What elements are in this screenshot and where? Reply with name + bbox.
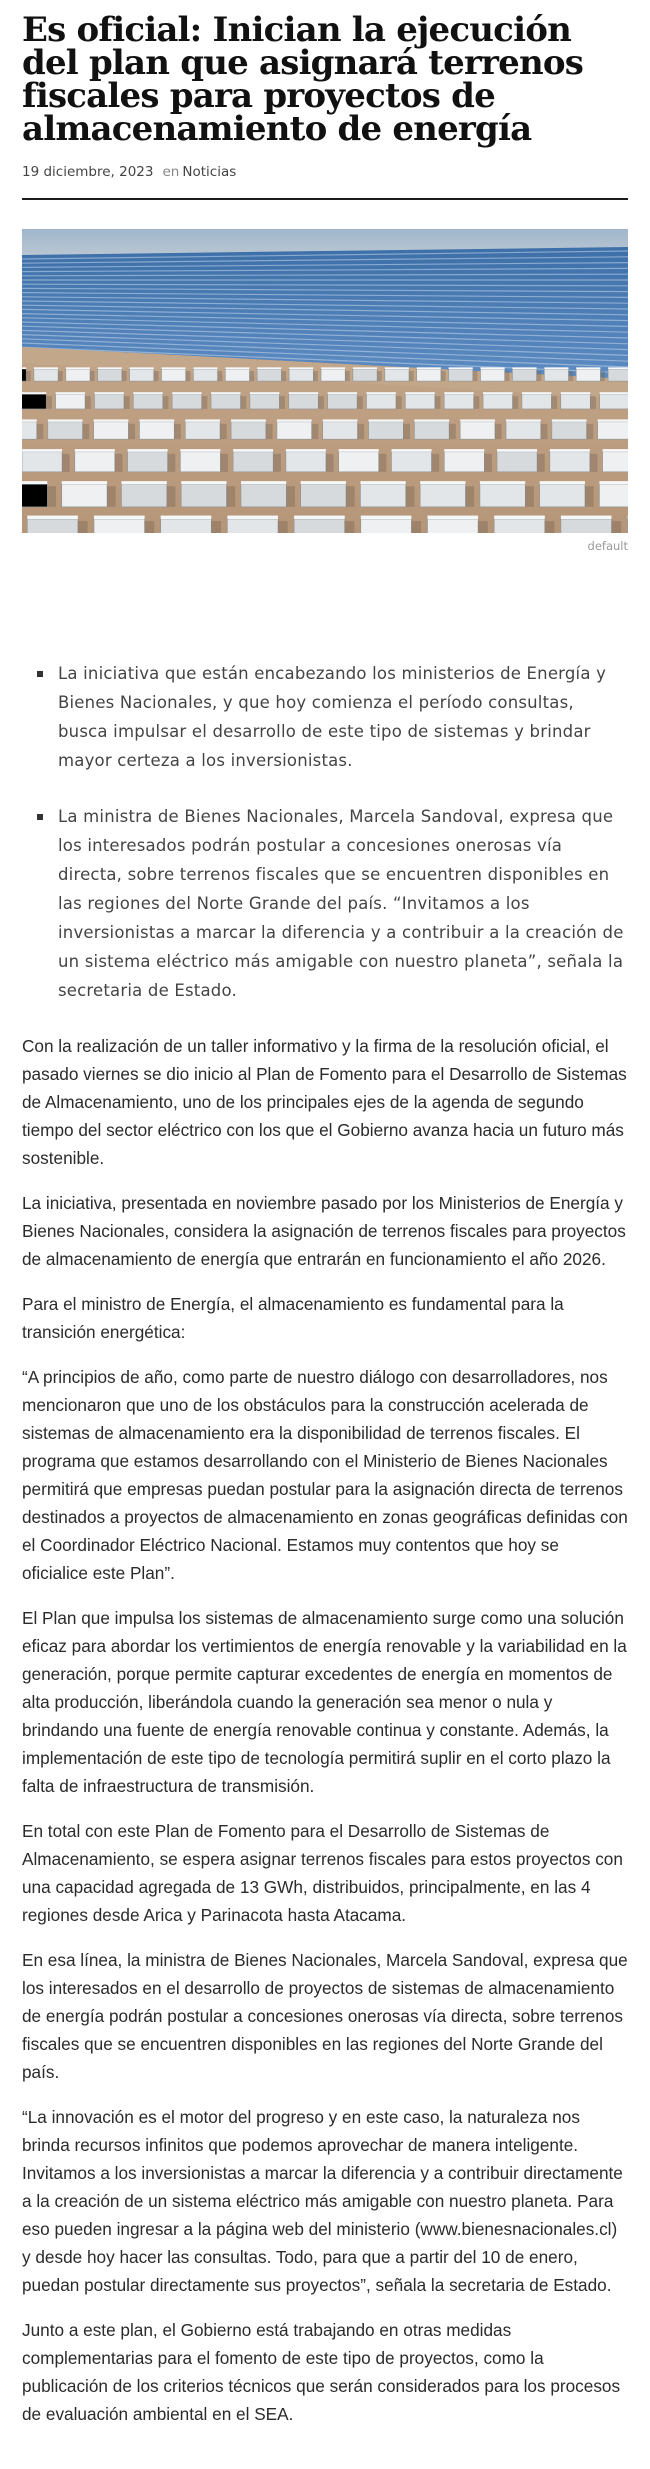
title-divider xyxy=(22,198,628,200)
article-body xyxy=(22,1032,628,2428)
category-prefix: en xyxy=(162,164,180,180)
article-meta xyxy=(22,164,628,182)
hero-image-illustration xyxy=(22,229,628,533)
highlight-text: La ministra de Bienes Nacionales, Marcela Sandoval, expresa que los interesados podrán postular a concesiones onerosas vía directa, sobre terrenos fiscales que se encuentren disponibles en las regiones del Norte Grande del país. “Invitamos a los inversionistas a marcar la diferencia y a contribuir a la creación de un sistema eléctrico más amigable con nuestro planeta”, señala la secretaria de Estado. xyxy=(58,807,624,1000)
highlight-text: La iniciativa que están encabezando los ministerios de Energía y Bienes Nacionales, y que hoy comienza el período consultas, busca impulsar el desarrollo de este tipo de sistemas y brindar mayor certeza a los inversionistas. xyxy=(58,664,607,770)
quote-paragraph: “La innovación es el motor del progreso y en este caso, la naturaleza nos brinda recursos infinitos que podemos aprovechar de manera inteligente. Invitamos a los inversionistas a marcar la diferencia y a contribuir directamente a la creación de un sistema eléctrico más amigable con nuestro planeta. Para eso pueden ingresar a la página web del ministerio (www.bienesnacionales.cl) y desde hoy hacer las consultas. Todo, para que a partir del 10 de enero, puedan postular directamente sus proyectos”, señala la secretaria de Estado. xyxy=(22,2107,623,2295)
body-paragraph: En total con este Plan de Fomento para el Desarrollo de Sistemas de Almacenamiento, se espera asignar terrenos fiscales para estos proyectos con una capacidad agregada de 13 GWh, distribuidos, principalmente, en las 4 regiones desde Arica y Parinacota hasta Atacama. xyxy=(22,1821,623,1925)
body-paragraph: La iniciativa, presentada en noviembre pasado por los Ministerios de Energía y Bienes Nacionales, considera la asignación de terrenos fiscales para proyectos de almacenamiento de energía que entrarán en funcionamiento el año 2026. xyxy=(22,1193,626,1269)
body-paragraph: Con la realización de un taller informativo y la firma de la resolución oficial, el pasado viernes se dio inicio al Plan de Fomento para el Desarrollo de Sistemas de Almacenamiento, uno de los principales ejes de la agenda de segundo tiempo del sector eléctrico con los que el Gobierno avanza hacia un futuro más sostenible. xyxy=(22,1036,627,1168)
highlight-item xyxy=(37,659,628,775)
body-paragraph: En esa línea, la ministra de Bienes Nacionales, Marcela Sandoval, expresa que los interesados en el desarrollo de proyectos de sistemas de almacenamiento de energía podrán postular a concesiones onerosas vía directa, sobre terrenos fiscales que se encuentren disponibles en las regiones del Norte Grande del país. xyxy=(22,1950,628,2082)
article-date: 19 diciembre, 2023 xyxy=(22,164,154,180)
body-paragraph: Junto a este plan, el Gobierno está trabajando en otras medidas complementarias para el fomento de este tipo de proyectos, como la publicación de los criterios técnicos que serán considerados para los procesos de evaluación ambiental en el SEA. xyxy=(22,2320,621,2424)
category-link[interactable]: Noticias xyxy=(182,164,237,180)
quote-paragraph: “A principios de año, como parte de nuestro diálogo con desarrolladores, nos mencionaron que uno de los obstáculos para la construcción acelerada de sistemas de almacenamiento era la disponibilidad de terrenos fiscales. El programa que estamos desarrollando con el Ministerio de Bienes Nacionales permitirá que empresas puedan postular para la asignación directa de terrenos destinados a proyectos de almacenamiento en zonas geográficas definidas con el Coordinador Eléctrico Nacional. Estamos muy contentos que hoy se oficialice este Plan”. xyxy=(22,1367,628,1583)
hero-image xyxy=(22,229,628,533)
hero-image-caption: default xyxy=(587,539,628,553)
highlight-item xyxy=(37,802,628,1005)
bullet-square-icon xyxy=(37,814,43,820)
body-paragraph: Para el ministro de Energía, el almacenamiento es fundamental para la transición energética: xyxy=(22,1294,564,1342)
body-paragraph: El Plan que impulsa los sistemas de almacenamiento surge como una solución eficaz para abordar los vertimientos de energía renovable y la variabilidad en la generación, porque permite capturar excedentes de energía en momentos de alta producción, liberándola cuando la generación sea menor o nula y brindando una fuente de energía renovable continua y constante. Además, la implementación de este tipo de tecnología permitirá suplir en el corto plazo la falta de infraestructura de transmisión. xyxy=(22,1608,627,1796)
bullet-square-icon xyxy=(37,671,43,677)
highlights-list xyxy=(22,659,628,1005)
article xyxy=(22,0,628,2445)
article-title: Es oficial: Inician la ejecución del plan que asignará terrenos fiscales para proyectos de almacenamiento de energía xyxy=(22,10,584,149)
